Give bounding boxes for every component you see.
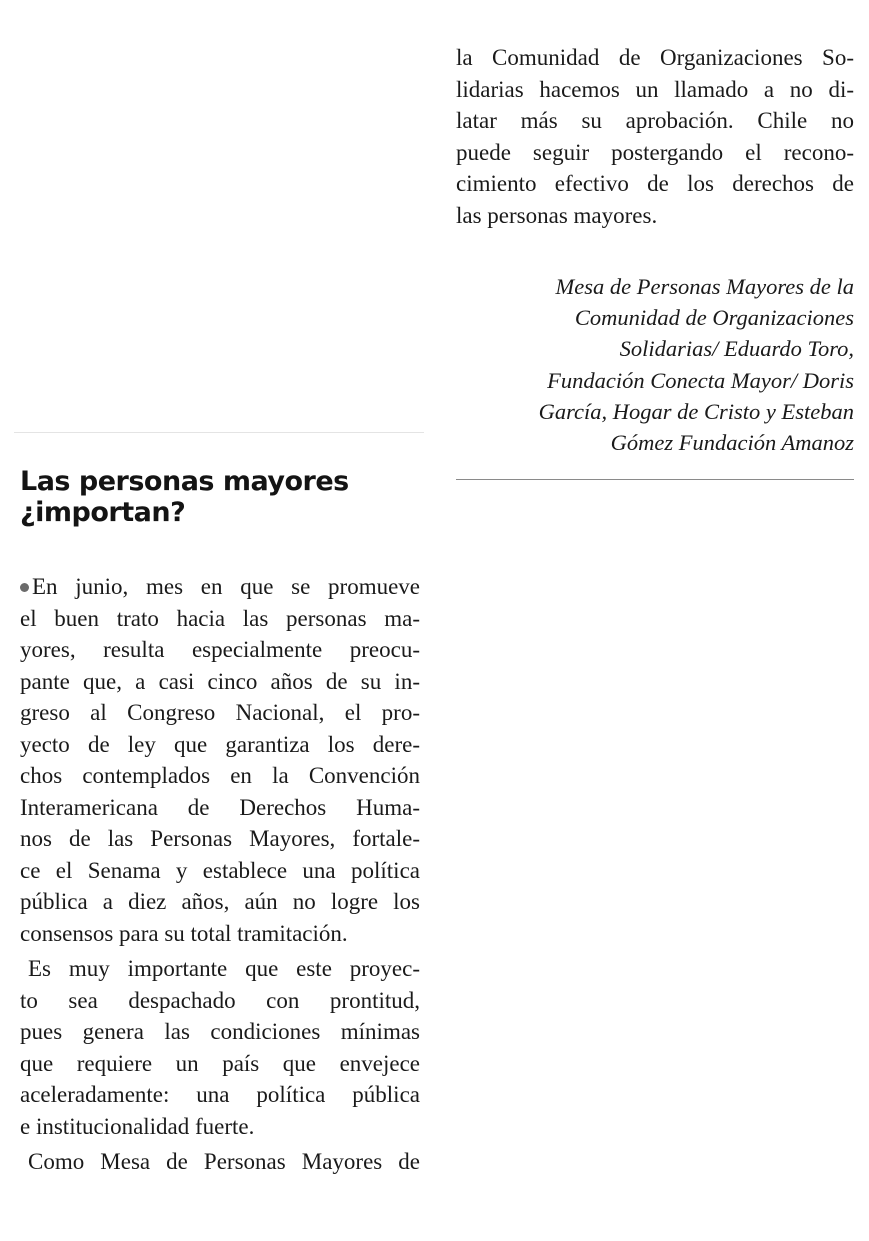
text-line: pues genera las condiciones mínimas xyxy=(20,1019,420,1044)
article-headline xyxy=(20,435,420,528)
text-line: chos contemplados en la Convención xyxy=(20,763,420,788)
text-line: Interamericana de Derechos Huma- xyxy=(20,794,420,820)
bullet-icon xyxy=(20,583,29,592)
text-line: nos de las Personas Mayores, fortale- xyxy=(20,826,420,851)
text-line: aceleradamente: una política pública xyxy=(20,1082,420,1107)
section-divider-top xyxy=(14,432,424,433)
letter-article xyxy=(20,435,420,1178)
signature-line: Fundación Conecta Mayor/ Doris xyxy=(547,367,854,393)
text-line: pública a diez años, aún no logre los xyxy=(20,889,420,914)
text-line xyxy=(20,571,420,603)
right-column-continuation xyxy=(456,42,854,480)
text-line: latar más su aprobación. Chile no xyxy=(456,108,854,133)
text-line: que requiere un país que envejece xyxy=(20,1050,420,1076)
headline-line: Las personas mayores xyxy=(20,466,349,497)
text-line: pante que, a casi cinco años de su in- xyxy=(20,668,420,694)
text-line: Es muy importante que este proyec- xyxy=(28,956,420,981)
signature-line: Solidarias/ Eduardo Toro, xyxy=(619,336,854,362)
text-line: yecto de ley que garantiza los dere- xyxy=(20,731,420,757)
signature-line: Mesa de Personas Mayores de la xyxy=(555,274,854,299)
text-line: las personas mayores. xyxy=(456,202,658,228)
text-line-content: En junio, mes en que se promueve xyxy=(32,574,420,599)
text-line: el buen trato hacia las personas ma- xyxy=(20,605,420,631)
signature-line: García, Hogar de Cristo y Esteban xyxy=(538,398,854,424)
signature-line: Gómez Fundación Amanoz xyxy=(610,429,854,455)
text-line: cimiento efectivo de los derechos de xyxy=(456,171,854,196)
text-line: to sea despachado con prontitud, xyxy=(20,987,420,1013)
paragraph-1 xyxy=(20,571,420,949)
headline-line: ¿importan? xyxy=(20,497,186,528)
letter-end-divider xyxy=(456,479,854,480)
signature-block xyxy=(456,271,854,458)
text-line: yores, resulta especialmente preocu- xyxy=(20,637,420,662)
text-line: ce el Senama y establece una política xyxy=(20,857,420,883)
text-line: puede seguir postergando el recono- xyxy=(456,139,854,165)
paragraph-2 xyxy=(20,953,420,1142)
signature-line: Comunidad de Organizaciones xyxy=(574,305,854,331)
text-line: greso al Congreso Nacional, el pro- xyxy=(20,700,420,725)
text-line: consensos para su total tramitación. xyxy=(20,920,348,946)
text-line: e institucionalidad fuerte. xyxy=(20,1113,255,1139)
text-line: Como Mesa de Personas Mayores de xyxy=(28,1149,420,1174)
text-line: la Comunidad de Organizaciones So- xyxy=(456,45,854,70)
paragraph-3 xyxy=(20,1146,420,1178)
text-line: lidarias hacemos un llamado a no di- xyxy=(456,76,854,102)
continuation-paragraph xyxy=(456,42,854,231)
article-body xyxy=(20,571,420,1178)
